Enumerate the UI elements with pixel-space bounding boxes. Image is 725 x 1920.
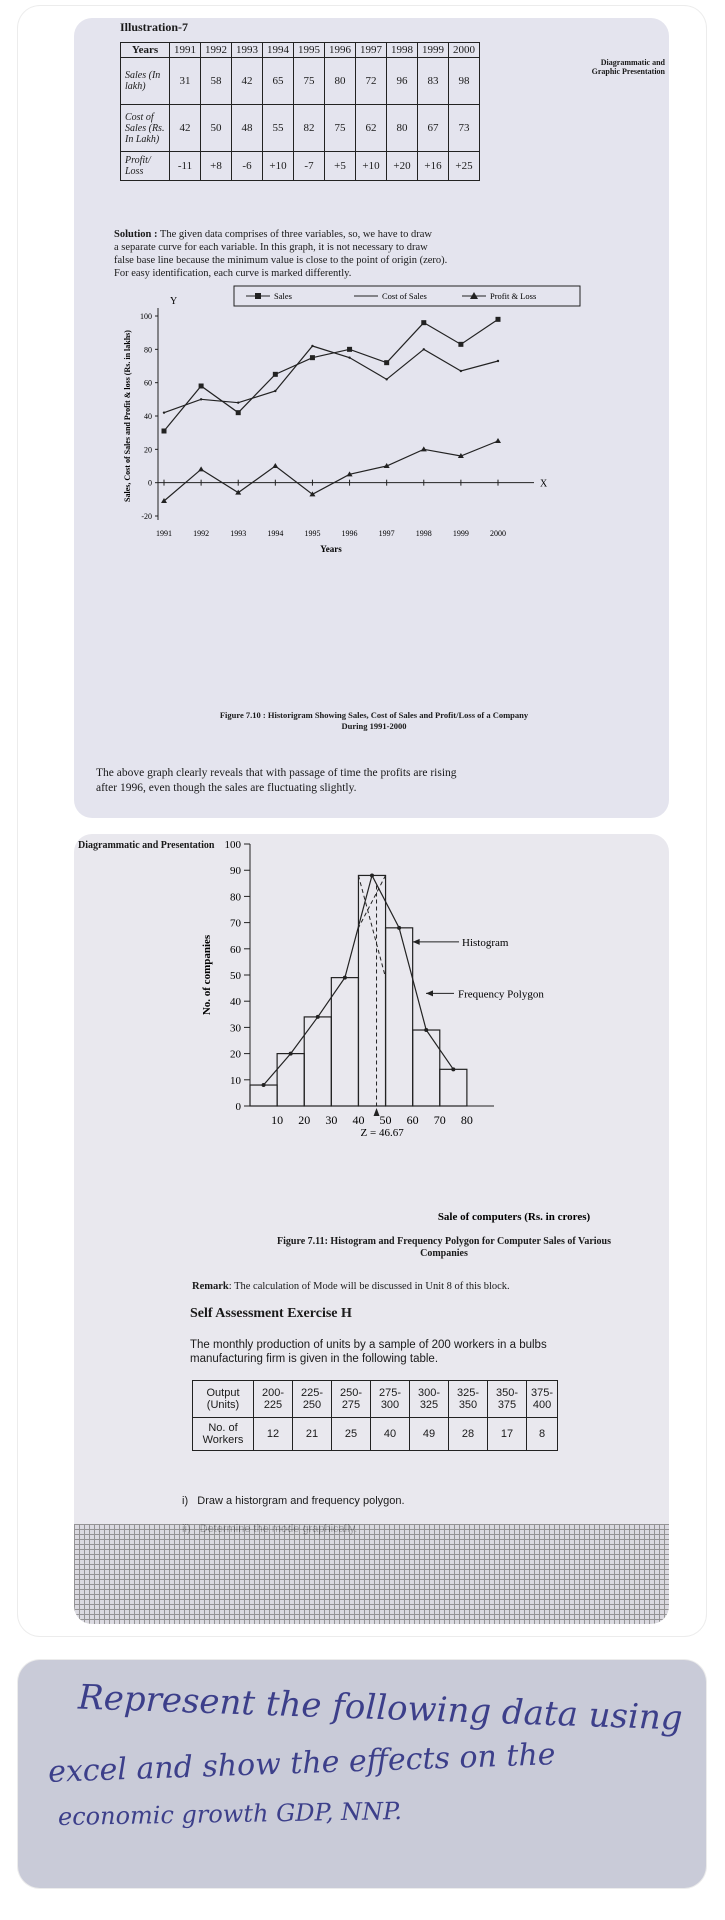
y-axis-label: Sales, Cost of Sales and Profit & loss (Rs. in lakhs): [123, 330, 132, 502]
annotation-arrowhead: [413, 939, 420, 945]
table-row: Profit/ Loss -11 +8 -6 +10 -7 +5 +10 +20 +16 +25: [121, 152, 480, 181]
y-tick-label: 100: [140, 312, 152, 321]
y-tick-label: 0: [148, 478, 152, 488]
x-tick-label: 60: [406, 1113, 419, 1127]
figure-caption: Figure 7.11: Histogram and Frequency Polygon for Computer Sales of Various Companies: [277, 1236, 611, 1259]
year-cell: 1997: [356, 43, 387, 58]
data-point: [385, 378, 387, 380]
polygon-point: [370, 873, 374, 877]
mode-label: Z = 46.67: [360, 1127, 404, 1139]
chart-series: [161, 317, 501, 503]
figure-caption: Figure 7.10 : Historigram Showing Sales, Cost of Sales and Profit/Loss of a Company During 1991-2000: [219, 710, 529, 731]
histogram-bar: [413, 1030, 440, 1106]
chart-legend: [234, 286, 580, 306]
data-point: [237, 401, 239, 403]
table-row: Output (Units) 200-225 225-250 250-275 275-300 300-325 325-350 350-375 375-400: [193, 1381, 558, 1418]
histogram-frequency-polygon: [74, 834, 669, 1234]
data-point: [497, 360, 499, 362]
year-cell: 1998: [387, 43, 418, 58]
x-tick-label: 20: [298, 1113, 311, 1127]
y-tick-label: 70: [230, 917, 241, 930]
data-point: [272, 463, 278, 468]
chart-axes: [123, 296, 548, 554]
x-tick-label: 1995: [304, 529, 321, 538]
y-tick-label: 10: [230, 1074, 241, 1087]
graph-paper: [74, 1524, 669, 1624]
polygon-point: [262, 1083, 266, 1087]
x-axis-label: Years: [320, 544, 342, 554]
photo-card-handwritten-note: [18, 1660, 706, 1888]
data-point: [458, 342, 463, 347]
x-tick-label: 1992: [193, 529, 210, 538]
exercise-title: Self Assessment Exercise H: [190, 1306, 352, 1321]
table-row: Years 1991 1992 1993 1994 1995 1996 1997 1998 1999 2000: [121, 43, 480, 58]
legend-label: Profit & Loss: [490, 291, 537, 301]
table-row: Cost of Sales (Rs. In Lakh) 42 50 48 55 82 75 62 80 67 73: [121, 105, 480, 152]
y-axis-letter: Y: [170, 296, 178, 307]
data-point: [198, 466, 204, 471]
data-point: [200, 398, 202, 400]
page-heading: Illustration-7: [120, 20, 189, 34]
data-point: [199, 384, 204, 389]
data-point: [311, 345, 313, 347]
y-axis-label: No. of companies: [201, 934, 213, 1016]
x-tick-label: 1996: [341, 529, 358, 538]
mode-diagonal: [358, 875, 385, 977]
data-point: [162, 429, 167, 434]
remark: Remark: The calculation of Mode will be discussed in Unit 8 of this block.: [192, 1281, 510, 1292]
data-point: [273, 372, 278, 377]
legend-label: Cost of Sales: [382, 291, 427, 301]
y-tick-label: 0: [235, 1101, 241, 1113]
data-point: [236, 410, 241, 415]
year-cell: 1993: [232, 43, 263, 58]
data-point: [421, 320, 426, 325]
question-1: i) Draw a historgram and frequency polygon.: [182, 1495, 405, 1507]
y-tick-label: 40: [144, 412, 152, 421]
photo-card-textbook: [18, 6, 706, 1636]
x-tick-label: 1999: [452, 529, 469, 538]
y-tick-label: 30: [230, 1022, 241, 1035]
data-point: [274, 390, 276, 392]
textbook-page-2: [74, 834, 669, 1624]
annotation-label: Histogram: [462, 936, 509, 949]
chart-axes: [201, 839, 591, 1223]
table-row: Sales (In lakh) 31 58 42 65 75 80 72 96 83 98: [121, 58, 480, 105]
polygon-point: [451, 1067, 455, 1071]
data-point: [384, 360, 389, 365]
table-row: No. of Workers 12 21 25 40 49 28 17 8: [193, 1418, 558, 1451]
histogram-bar: [250, 1085, 277, 1106]
data-point: [235, 490, 241, 495]
y-tick-label: 50: [230, 970, 241, 982]
year-cell: 1992: [201, 43, 232, 58]
legend-marker: [255, 293, 261, 299]
x-tick-label: 30: [325, 1113, 338, 1127]
running-header: Diagrammatic and Presentation: [78, 840, 215, 851]
histogram-bar: [331, 978, 358, 1106]
x-tick-label: 10: [271, 1113, 284, 1127]
y-tick-label: 100: [224, 839, 241, 851]
year-cell: 1999: [418, 43, 449, 58]
running-header: Diagrammatic and Graphic Presentation: [591, 58, 665, 76]
x-tick-label: 70: [433, 1113, 446, 1127]
year-cell: 1991: [170, 43, 201, 58]
legend-label: Sales: [274, 291, 292, 301]
mode-diagonal: [358, 875, 385, 927]
solution-paragraph: Solution : The given data comprises of three variables, so, we have to draw a separate curve for each variable. In this graph, it is not necessary to draw false base line because the minimum value is close to the point of origin (zero). For easy identification, each curve is marked differently.: [114, 229, 448, 279]
x-tick-label: 2000: [490, 529, 506, 538]
polygon-point: [316, 1015, 320, 1019]
polygon-point: [397, 926, 401, 930]
mode-arrow: [374, 1108, 380, 1116]
data-point: [460, 370, 462, 372]
y-tick-label: 20: [230, 1048, 241, 1061]
histogram-bar: [386, 928, 413, 1106]
y-tick-label: 90: [230, 865, 241, 878]
y-tick-label: 40: [230, 996, 241, 1009]
series-2: [161, 438, 501, 503]
x-axis-label: Sale of computers (Rs. in crores): [437, 1211, 591, 1223]
note-line-3: economic growth GDP, NNP.: [57, 1797, 403, 1831]
x-tick-label: 1993: [230, 529, 247, 538]
x-tick-label: 1998: [415, 529, 432, 538]
series-line: [164, 346, 498, 413]
exercise-intro: The monthly production of units by a sample of 200 workers in a bulbs manufacturing firm is given in the following table.: [190, 1339, 547, 1365]
textbook-page-1: [74, 18, 669, 818]
series-line: [164, 319, 498, 431]
year-cell: 1995: [294, 43, 325, 58]
historigram-line-chart: [74, 280, 669, 660]
year-cell: 2000: [449, 43, 480, 58]
data-point: [495, 438, 501, 443]
annotation-arrowhead: [426, 990, 433, 996]
y-tick-label: 60: [144, 378, 152, 388]
year-cell: 1994: [263, 43, 294, 58]
x-axis-letter: X: [540, 478, 548, 490]
data-point: [348, 356, 350, 358]
series-1: [163, 345, 499, 414]
x-tick-label: 40: [352, 1113, 365, 1127]
closing-paragraph: The above graph clearly reveals that with passage of time the profits are rising after 1996, even though the sales are fluctuating slightly.: [96, 767, 457, 794]
data-point: [423, 348, 425, 350]
data-point: [310, 355, 315, 360]
y-tick-label: 80: [230, 891, 241, 904]
x-tick-label: 1994: [267, 529, 284, 538]
y-tick-label: -20: [141, 512, 152, 521]
y-tick-label: 80: [144, 345, 152, 355]
year-cell: 1996: [325, 43, 356, 58]
polygon-point: [343, 976, 347, 980]
exercise-table: [192, 1380, 558, 1451]
data-point: [163, 411, 165, 413]
x-tick-label: 50: [379, 1113, 392, 1127]
histogram-bar: [277, 1054, 304, 1106]
data-point: [421, 446, 427, 451]
x-tick-label: 1991: [156, 529, 172, 538]
series-line: [164, 441, 498, 501]
data-point: [496, 317, 501, 322]
chart-annotations: [358, 875, 544, 1139]
note-line-1: Represent the following data using: [77, 1677, 684, 1739]
polygon-point: [424, 1028, 428, 1032]
x-tick-label: 1997: [378, 529, 395, 538]
sales-table: [120, 42, 480, 181]
y-tick-label: 60: [230, 943, 241, 956]
data-point: [347, 347, 352, 352]
series-0: [162, 317, 501, 434]
annotation-label: Frequency Polygon: [458, 988, 544, 1001]
y-tick-label: 20: [144, 445, 152, 455]
polygon-point: [289, 1052, 293, 1056]
histogram-bar: [440, 1069, 467, 1106]
x-tick-label: 80: [460, 1113, 473, 1127]
note-line-2: excel and show the effects on the: [47, 1737, 557, 1790]
histogram-bars: [250, 875, 467, 1106]
